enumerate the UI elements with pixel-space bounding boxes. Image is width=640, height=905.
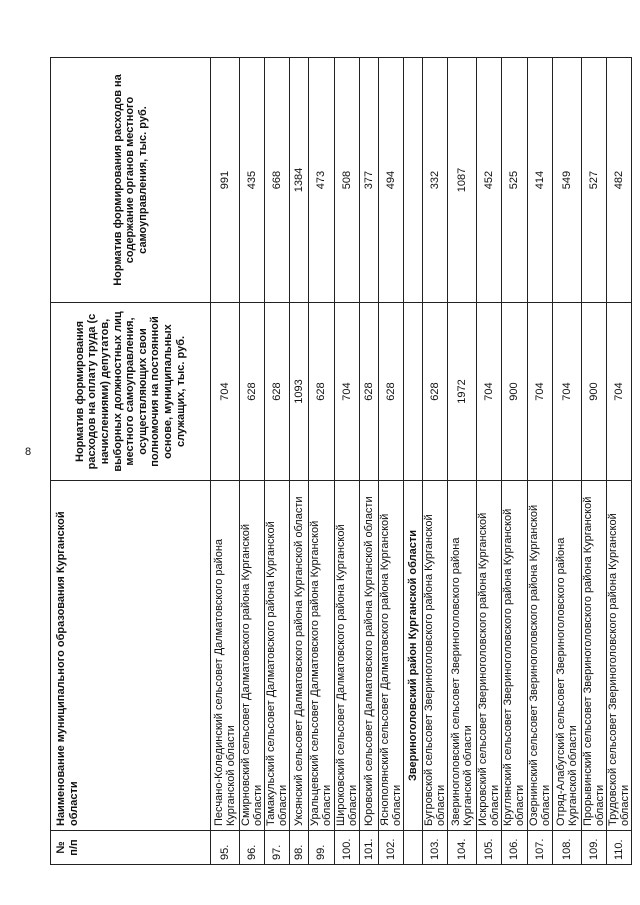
labor-cost-value: 1093	[290, 303, 309, 481]
labor-cost-value: 704	[334, 303, 359, 481]
row-number: 108.	[552, 831, 581, 865]
row-number: 109.	[581, 831, 606, 865]
row-number: 97.	[265, 831, 290, 865]
table-row	[422, 58, 447, 865]
labor-cost-value: 704	[211, 303, 240, 481]
table-row	[265, 58, 290, 865]
maintenance-cost-value: 1087	[448, 58, 477, 303]
row-number: 104.	[448, 831, 477, 865]
table-row	[448, 58, 477, 865]
labor-cost-value: 628	[309, 303, 334, 481]
labor-cost-value: 628	[240, 303, 265, 481]
budget-norms-table	[50, 57, 632, 865]
maintenance-cost-value: 668	[265, 58, 290, 303]
table-row	[378, 58, 403, 865]
header-row-number: № п/п	[51, 831, 211, 865]
row-number: 100.	[334, 831, 359, 865]
page-number: 8	[25, 446, 32, 458]
table-row	[240, 58, 265, 865]
maintenance-cost-value: 473	[309, 58, 334, 303]
table-row	[502, 58, 527, 865]
section-empty-cell	[403, 58, 422, 303]
table-row	[477, 58, 502, 865]
header-labor-cost-norm: Норматив формирования расходов на оплату труда (с начислениями) депутатов, выборных должностных лиц местного самоуправления, осуществляющих свои полномочия на постоянной основе, муниципальных служащих, тыс. руб.	[51, 303, 211, 481]
maintenance-cost-value: 332	[422, 58, 447, 303]
labor-cost-value: 900	[581, 303, 606, 481]
table-row	[309, 58, 334, 865]
row-number: 102.	[378, 831, 403, 865]
municipality-name: Уральцевский сельсовет Далматовского района Курганской области	[309, 481, 334, 831]
header-municipality-name: Наименование муниципального образования Курганской области	[51, 481, 211, 831]
section-title: Звериноголовский район Курганской области	[403, 481, 422, 831]
maintenance-cost-value: 508	[334, 58, 359, 303]
section-empty-cell	[403, 303, 422, 481]
municipality-name: Смирновский сельсовет Далматовского района Курганской области	[240, 481, 265, 831]
table-row	[606, 58, 631, 865]
municipality-name: Юровский сельсовет Далматовского района Курганской области	[359, 481, 378, 831]
maintenance-cost-value: 991	[211, 58, 240, 303]
section-header-row	[403, 58, 422, 865]
municipality-name: Песчано-Колединский сельсовет Далматовского района Курганской области	[211, 481, 240, 831]
section-empty-cell	[403, 831, 422, 865]
row-number: 99.	[309, 831, 334, 865]
header-maintenance-cost-norm: Норматив формирования расходов на содержание органов местного самоуправления, тыс. руб.	[51, 58, 211, 303]
maintenance-cost-value: 1384	[290, 58, 309, 303]
table-row	[359, 58, 378, 865]
table-row	[581, 58, 606, 865]
table-row	[552, 58, 581, 865]
row-number: 106.	[502, 831, 527, 865]
maintenance-cost-value: 525	[502, 58, 527, 303]
labor-cost-value: 704	[527, 303, 552, 481]
row-number: 101.	[359, 831, 378, 865]
labor-cost-value: 628	[265, 303, 290, 481]
labor-cost-value: 704	[552, 303, 581, 481]
maintenance-cost-value: 435	[240, 58, 265, 303]
municipality-name: Бугровской сельсовет Звериноголовского района Курганской области	[422, 481, 447, 831]
maintenance-cost-value: 482	[606, 58, 631, 303]
table-row	[527, 58, 552, 865]
municipality-name: Озернинский сельсовет Звериноголовского района Курганской области	[527, 481, 552, 831]
maintenance-cost-value: 452	[477, 58, 502, 303]
municipality-name: Круглянский сельсовет Звериноголовского района Курганской области	[502, 481, 527, 831]
municipality-name: Яснополянский сельсовет Далматовского района Курганской области	[378, 481, 403, 831]
labor-cost-value: 704	[477, 303, 502, 481]
maintenance-cost-value: 377	[359, 58, 378, 303]
municipality-name: Искровский сельсовет Звериноголовского района Курганской области	[477, 481, 502, 831]
municipality-name: Прорывинский сельсовет Звериноголовского района Курганской области	[581, 481, 606, 831]
row-number: 110.	[606, 831, 631, 865]
labor-cost-value: 628	[422, 303, 447, 481]
labor-cost-value: 628	[378, 303, 403, 481]
maintenance-cost-value: 549	[552, 58, 581, 303]
labor-cost-value: 704	[606, 303, 631, 481]
row-number: 96.	[240, 831, 265, 865]
labor-cost-value: 900	[502, 303, 527, 481]
municipality-name: Уксянский сельсовет Далматовского района Курганской области	[290, 481, 309, 831]
maintenance-cost-value: 494	[378, 58, 403, 303]
municipality-name: Трудовской сельсовет Звериноголовского района Курганской области	[606, 481, 631, 831]
table-row	[211, 58, 240, 865]
row-number: 103.	[422, 831, 447, 865]
municipality-name: Звериноголовский сельсовет Звериноголовского района Курганской области	[448, 481, 477, 831]
labor-cost-value: 628	[359, 303, 378, 481]
labor-cost-value: 1972	[448, 303, 477, 481]
municipality-name: Тамакульский сельсовет Далматовского района Курганской области	[265, 481, 290, 831]
row-number: 98.	[290, 831, 309, 865]
municipality-name: Широковский сельсовет Далматовского района Курганской области	[334, 481, 359, 831]
table-row	[334, 58, 359, 865]
maintenance-cost-value: 414	[527, 58, 552, 303]
table-row	[290, 58, 309, 865]
municipality-name: Отряд-Алабугский сельсовет Звериноголовского района Курганской области	[552, 481, 581, 831]
row-number: 107.	[527, 831, 552, 865]
table-header-row	[51, 58, 211, 865]
row-number: 105.	[477, 831, 502, 865]
row-number: 95.	[211, 831, 240, 865]
maintenance-cost-value: 527	[581, 58, 606, 303]
